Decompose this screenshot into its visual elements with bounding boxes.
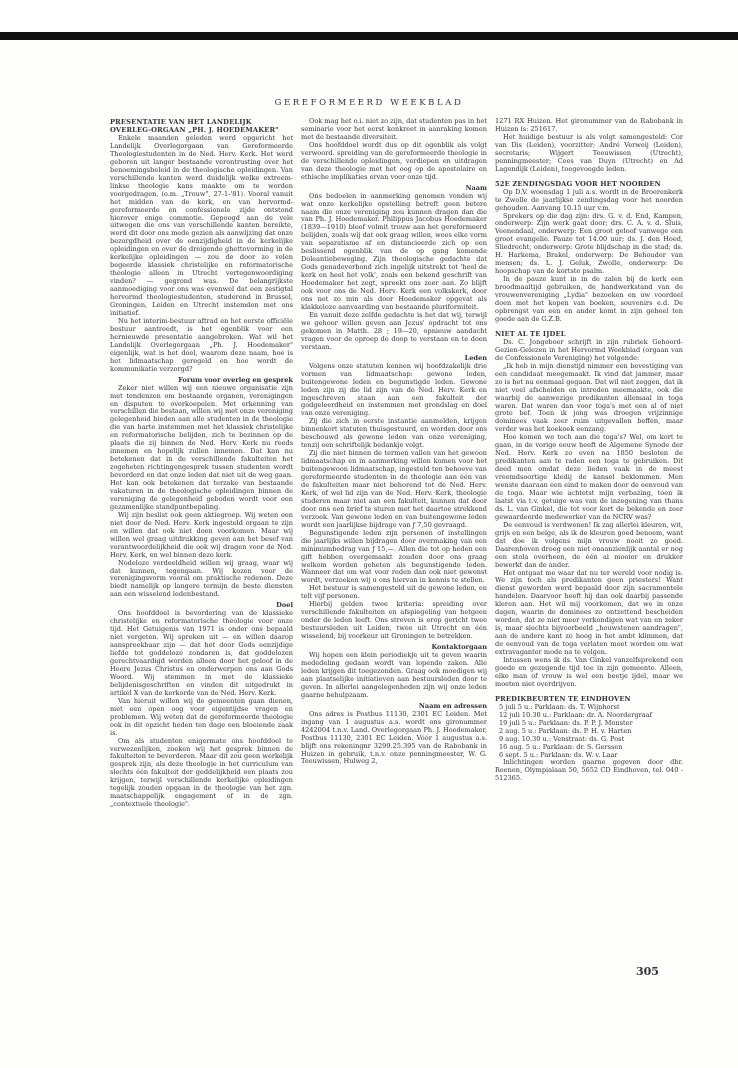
subheading-naam-en-adressen: Naam en adressen — [418, 701, 487, 710]
paragraph: Ons adres is Postbus 11130, 2301 EC Leiden. Met ingang van 1 augustus a.s. wordt ons gironummer 4242004 t.n.v. Land. Overlegorgaan Ph. J. Hoedemaker, Postbus 11130, 2301 EC Leiden. Vóór 1 augustus a.s. blijft ons rekeningnr 3299.25.395 van de Rabobank in Huizen in gebruik, t.n.v. onze penningmeester, W. G. Teeuwissen, Hulweg 2, — [301, 709, 487, 766]
paragraph: In de pauze kunt in in de zalen bij de kerk een broodmaaltijd gebruiken, de handwerkstand van de vrouwenvereniging „Lydia" bezoeken en uw voordeel doen met het kopen van boeken, souvenirs e.d. De opbrengst van een en ander komt in zijn geheel ten goede aan de G.Z.B. — [495, 275, 683, 323]
paragraph: Ds. C. Jongeboer schrijft in zijn rubriek Gehoord-Gezien-Gelezen in het Hervormd Weekblad (orgaan van de Confessionele Vereniging) het volgende: — [495, 337, 683, 362]
paragraph: Volgens onze statuten kennen wij hoofdzakelijk drie vormen van lidmaatschap: gewone leden, buitengewone leden en begunstigde leden. Gewone leden zijn zij die lid zijn van de Ned. Herv. Kerk en ingeschreven staan aan een fakulteit der godgeleerdheid en instemmen met grondslag en doel van onze vereniging. — [301, 361, 487, 418]
paragraph: Inlichtingen worden gaarne gegeven door dhr. Reenen, Olympialaan 50, 5652 CD Eindhoven, tel. 040 - 512365. — [495, 758, 683, 783]
paragraph: Van hieruit willen wij de gemeenten gaan dienen, met een open oog voor eigentijdse vragen en problemen. Wij weten dat de gereformeerde theologie ook in dit opzicht heden ten dage een bloeiende zaak is. — [110, 696, 293, 737]
subheading-kontaktorgaan: Kontaktorgaan — [431, 643, 487, 652]
list-item: 16 aug. 5 u.: Parklaan: dr. S. Gerssen — [499, 742, 623, 751]
service-schedule-list — [495, 704, 683, 760]
list-item: 19 juli 5 u.: Parklaan: ds. P. P. J. Monster — [499, 718, 633, 727]
paragraph: Zij die niet binnen de termen vallen van het gewoon lidmaatschap en in aanmerking willen komen voor het buitengewoon lidmaatschap, ingesteld ten behoeve van gereformeerde studenten in de theologie aan één van de fakulteiten maar niet behorend tot de Ned. Herv. Kerk, of wel lid zijn van de Ned. Herv. Kerk, theologie studeren maar niet aan een fakulteit, kunnen dat door door ons een brief te sturen met het daartoe strekkend verzoek. Van gewone leden en van buitengewone leden wordt een jaarlijkse bijdrage van ƒ 7,50 gevraagd. — [301, 449, 487, 529]
column-2 — [301, 118, 487, 766]
paragraph: Op D.V. woensdag 1 juli a.s. wordt in de Broerenkerk te Zwolle de jaarlijkse zendingsdag voor het noorden gehouden. Aanvang 10.15 uur v.m. — [495, 187, 683, 212]
paragraph: En vanuit deze zelfde gedachte is het dat wij, terwijl we gehoor willen geven aan Jezus' opdracht tot ons gekomen in Matth. 28 ; 19—20, opnieuw aandacht vragen voor de oproep de doop te verstaan en te doen verstaan. — [301, 310, 487, 351]
paragraph: Sprekers op die dag zijn: drs. G. v. d. End, Kampen, onderwerp: Zijn werk gaat door; drs. C. A. v. d. Sluis, Veenendaal, onderwerp: Een groot geloof vanwege een groot evangelie. Pauze tot 14.00 uur; ds. J. den Hoed, Sliedrecht, onderwerp: Grote blijdschap in die stad; ds. H. Harkema, Brakel, onderwerp: De Behouder van mensen; ds. L. J. Geluk, Zwolle, onderwerp: De hoopschap van de kortste psalm. — [495, 211, 683, 276]
column-3 — [495, 118, 683, 783]
subheading-forum: Forum voor overleg en gesprek — [178, 375, 293, 384]
paragraph: Wij zijn beslist ook geen aktiegroep. Wij weten een niet door de Ned. Herv. Kerk ingesteld orgaan te zijn en willen dat ook niet doen voorkomen. Maar wij willen wel graag uitdrukking geven aan het besef van verantwoordelijkheid die ook wij dragen voor de Ned. Herv. Kerk, en wel binnen deze kerk. — [110, 510, 293, 559]
paragraph: Hierbij gelden twee kriteria: spreiding over verschillende fakulteiten en afspiegeling van hetgeen onder de leden leeft. Ons streven is erop gericht twee bestuursleden uit Leiden, twee uit Utrecht en één wisselend, bij voorkeur uit Groningen te betrekken. — [301, 600, 487, 641]
paragraph: Het huidige bestuur is als volgt samengesteld: Cor van Dis (Leiden), voorzitter; André Verweij (Leiden), secretaris; Wijgert Teeuwissen (Utrecht), penningmeester; Cees van Duyn (Utrecht) en Ad Lagendijk (Leiden), toegevoegde leden. — [495, 132, 683, 173]
paragraph: Ook mag het o.i. niet zo zijn, dat studenten pas in het seminarie voor het eerst konkreet in aanraking komen met de bestaande diversiteit. — [301, 117, 487, 141]
list-item: 2 aug. 5 u.: Parklaan: ds. P. H. v. Harten — [499, 726, 632, 735]
list-item: 9 aug. 10.30 u.: Venstraat: ds. G. Post — [499, 734, 625, 743]
column-1 — [110, 118, 293, 809]
paragraph: Wij hopen een klein periodiekje uit te geven waarin mededeling gedaan wordt van lopende zaken. Alle leden krijgen dit toegezonden. Graag ook moedigen wij aan plaatselijke initiatieven aan bestuursleden door te geven. In allerlei aangelegenheden zijn wij onze leden gaarne behulpzaam. — [301, 651, 487, 699]
paragraph: 1271 RX Huizen. Het gironummer van de Rabobank in Huizen is: 251617. — [495, 117, 683, 133]
paragraph: Nodeloze verdeeldheid willen wij graag, waar wij dat kunnen, tegengaan. Wij kozen voor de verenigingsvorm vooral om praktische redenen. Deze biedt namelijk op langere termijn de beste diensten aan een wisselend ledenbestand. — [110, 558, 293, 599]
article-heading-niet-al-te-ijdel: NIET AL TE IJDEL — [495, 329, 566, 338]
quote-paragraph: Het ontgaat me waar dat nu ter wereld voor nodig is. We zijn toch als predikanten geen priesters! Want dienst geworden werd bepaald door zijn sacramentele handelen. Daarvoor heeft hij dan ook daarbij passende kleren aan. Het wil mij voorkomen, dat we in onze dagen, waarin de dominees zo ontzettend bescheiden worden, dat ze niet meer verkondigen wat van en zeker is, maar slechts bijvoorbeeld „houwstenen aandragen", aan de andere kant zo hoog in het ambt klimmen, dat de eenvoud van de toga verlaten moet worden om wat extravaganter mode na te volgen. — [495, 568, 683, 657]
article-heading-presentatie: PRESENTATIE VAN HET LANDELIJK OVERLEG-ORGAAN „PH. J. HOEDEMAKER" — [110, 118, 279, 134]
paragraph: Om als studenten enigermate ons hoofddoel te verwezenlijken, zoeken wij het gesprek binnen de fakulteiten te bevorderen. Maar dit zou geen werkelijk gesprek zijn, als deze theologie in het curriculum van slechts één fakulteit der geddelijkheid een plaats zou krijgen, terwijl verschillende kerkelijke opleidingen tegelijk zouden opgaan in de theologie van het zgn. maatschappelijk engagement of in de zgn. „contextuele theologie". — [110, 736, 293, 809]
scan-black-border — [0, 32, 738, 40]
list-item: 12 juli 10.30 u.: Parklaan: dr. A. Noordergraaf — [499, 710, 652, 719]
subheading-leden: Leden — [464, 353, 487, 362]
paragraph: Begunstigende leden zijn personen of instellingen die jaarlijks willen bijdragen door overmaking van een minimumbedrag van ƒ 15,—. Allen die tot op heden een gift hebben overgemaakt zouden door ons graag welkom worden geheten als begunstigende leden. Wanneer dat om wat voor reden dan ook niet gewenst wordt, verzoeken wij u ons hiervan in kennis te stellen. — [301, 528, 487, 585]
paragraph: Enkele maanden geleden werd opgericht het Landelijk Overlegorgaan van Gereformeerde Theologiestudenten in de Ned. Herv. Kerk. Het werd geboren uit langer bestaande verontrusting over het benoemingsbeleid in de theologische opleidingen. Van verschillende kanten werd duidelijk welke extreem-linkse theologie kans maakte om te worden voorgedragen, (o.m. „Trouw", 27-1-'81). Vooral vanuit het midden van de kerk, en van hervormd-gereformeerde en confessionele zijde ontstond hierover enige commotie. Gepoogd aan de vele uitwegen die ons van verschillende kanten bereikte, werd dit door ons mede gezien als aanwijzing dat onze bezorgdheid over de eenzijdigheid in de kerkelijke opleidingen en over de dreigende ghettovorming in de kerkelijke opleidingen — zou de door zo velen begeerde klassiek christelijke en reformatorische theologie alleen in Utrecht vertegenwoordiging vinden? — gegrond was. De belangrijkste aanmoediging voor ons was evenwel dat een zestigtal hervormd theologiestudenten, studerend in Brussel, Groningen, Leiden en Utrecht instemden met ons initiatief. — [110, 134, 293, 317]
scan-top-margin — [0, 0, 738, 40]
paragraph: Zeker niet willen wij een nieuwe organisatie zijn met tendenzen om bestaande organen, verenigingen en disputen te overkoepelen. Met erkenning van verschillen die bestaan, willen wij met onze vereniging gelegenheid bieden aan alle studenten in de theologie die van harte instemmen met het klassiek christelijke en reformatorische belijden, zich te bezinnen op de plaats die zij binnen de Ned. Herv. Kerk nu reeds innemen en hopelijk zullen innemen. Dat kan nu betekenen dat in de verschillende fakulteiten het zogeheten richtingengesprek tussen studenten wordt bevorderd en dat onze leden dat niet uit de weg gaan. Het kan ook betekenen dat terzake van bestaande vakaturen in de theologische opleidingen binnen de vereniging de gelegenheid geboden wordt voor een gezamenlijke standpuntbepaling. — [110, 383, 293, 511]
quote-paragraph: De eenvoud is verdwenen! Ik zag allerlei kleuren, wit, grijs en een beige, als ik de kleuren goed benoem, want dat doe ik volgens mijn vrouw nooit zo goed. Daarenboven droeg een niet onaanzienlijk aantal er nog een stola overheen, de één al mooier en drukker bewerkt dan de ander. — [495, 520, 683, 569]
paragraph: Nu het interim-bestuur aftrad en het eerste officiële bestuur aantreedt, is het ogenblik voor een hernieuwde presentatie aangebroken. Wat wil het Landelijk Overlegorgaan „Ph. J. Hoedemaker" eigenlijk, wat is het doel, waarom deze naam, hoe is het lidmaatschap geregeld en hoe wordt de kommunikatie verzorgd? — [110, 316, 293, 373]
paragraph: Ons hoofddoel is bevordering van de klassieke christelijke en reformatorische theologie voor onze tijd. Het Getuigenis van 1971 is onder ons bepaald niet vergeten. Wij spreken uit — en willen daarop aanspreekbaar zijn — dat het door Gods eenzijdige liefde tot goddeloze zondaren is, dat goddelozen gerechtvaardigd worden alleen door het geloof in de Heere Jezus Christus en onderwerpen ons aan Gods Woord. Wij stemmen in met de klassieke belijdenisgeschriften en vinden dit uitgedrukt in artikel X van de kerkorde van de Ned. Herv. Kerk. — [110, 609, 293, 697]
subheading-naam: Naam — [465, 183, 487, 192]
paragraph: Ons hoofddoel wordt dus op dit ogenblik als volgt verwoord. spreiding van de gereformeerde theologie in de verschillende opleidingen, verdiepen en uitdragen van deze theologie met het oog op de apostolaire en ethische implikaties ervan voor onze tijd. — [301, 140, 487, 181]
list-item: 6 sept. 5 u.: Parklaan: ds. W. v. Laar — [499, 750, 618, 759]
page-number: 305 — [636, 965, 659, 978]
subheading-doel: Doel — [276, 601, 293, 610]
paragraph: Het bestuur is samengesteld uit de gewone leden, en telt vijf personen. — [301, 584, 487, 601]
paragraph: Ons bedoelen in aanmerking genomen vonden wij wat onze kerkelijke opstelling betreft geen betere naam die onze vereniging zou kunnen dragen dan die van Ph. J. Hoedemaker. Philippus Jacobus Hoedemaker (1839—1910) bleef volmit trouw aan het gereformeerd belijden, zoals wij dat ook graag willen, wees elke vorm van separatisme af en distancieerde zich op een beslissend ogenblik van de op gang komende Doleantiebeweging. Zijn theologische gedachte dat Gods genadeverbond zich ingelijk uitstrekt tot 'heel de kerk en heel het volk', zoals een bekend geschrift van Hoedemaker het zegt, spreekt ons zeer aan. Zo blijft ook voor ons de Ned. Herv. Kerk een volkskerk, door ons net zo min als door Hoedemaker opgevat als klakkeloze aanvaarding van bestaande pluriformiteit. — [301, 191, 487, 311]
quote-paragraph: Hoe komen we toch aan die toga's? Wel, om kort te gaan, in de vorige eeuw heeft de Algemene Synode der Ned. Herv. Kerk zo even na 1850 besloten de predikanten aan te raden een toga te gebruiken. Dit deed men omdat deze lieden vaak in de meest vreemdsoortige kledij de kansel beklommen. Men wenste daaraan een eind te maken door de eenvoud van de toga. Maar wie achtetst mijn verbazing, toen ik laatst via t.v. getuige was van de inzegening van thans ds. L. van Ginkel, die tot voor kort de bekende en zeer gewaardeerde medewerker van de NCRV was? — [495, 433, 683, 521]
paragraph: Zij die zich in eerste instantie aanmelden, krijgen binnenkort statuten thuisgestuurd, en worden door ons beschouwd als gewone leden van onze vereniging, tenzij een schriftelijk bedankje volgt. — [301, 417, 487, 450]
article-heading-predikbeurten: PREDIKBEURTEN TE EINDHOVEN — [495, 694, 631, 703]
article-heading-zendingsdag: 52E ZENDINGSDAG VOOR HET NOORDEN — [495, 179, 661, 188]
quote-paragraph: „Ik heb in mijn dienstijd nimmer een bevestiging van een candidaat meegemaakt. Ik vind dat jammer, maar zo is het nu eenmaal gegaan. Dat wil niet zeggen, dat ik niet veel afscheiden en intreden meemaakte, ook die waarbij de aanwezige predikanten allemaal in toga waren. Dat waren dan voor toga's met een al of niet grote bef. Toen ik jong was droegen vrijzinnige dominees vaak zeer ruim uitgevallen beffen, maar verder was het koekoek eenzang. — [495, 361, 683, 434]
quote-paragraph: Intussen wens ik ds. Van Ginkel vanzelfsprekend een goede en gezegende tijd toe in zijn gemeente. Alleen, elke man of vrouw is wel een beetje ijdel, maar we moeten niet overdrijven. — [495, 656, 683, 688]
list-item: 5 juli 5 u.: Parklaan: ds. T. Wijnhorst — [499, 702, 620, 711]
page-header-title: GEREFORMEERD WEEKBLAD — [274, 98, 464, 108]
